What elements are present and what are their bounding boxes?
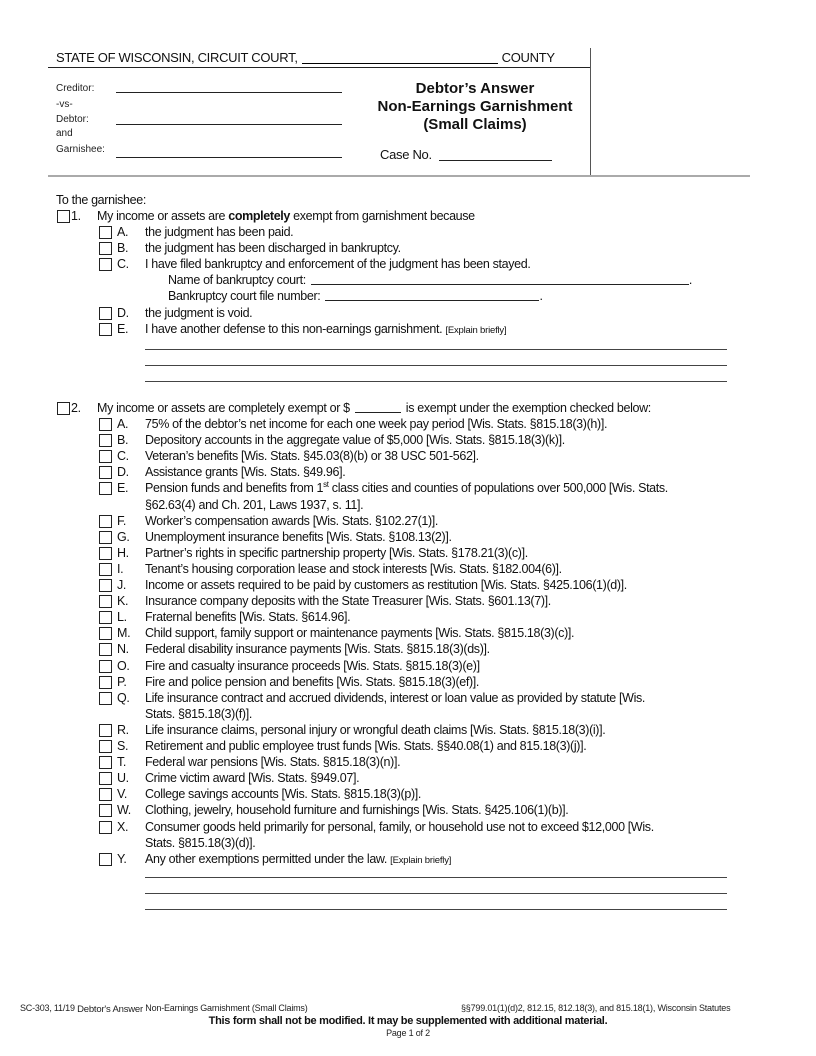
- item-text-main: the judgment has been discharged in bankruptcy.: [145, 241, 401, 256]
- item-text-main: College savings accounts [Wis. Stats. §815.18(3)(p)].: [145, 787, 422, 802]
- item-letter: C.: [117, 449, 129, 464]
- section2-text: [97, 400, 651, 416]
- item-letter: Q.: [117, 690, 130, 705]
- explain-line[interactable]: [145, 365, 727, 366]
- item-text: [145, 432, 565, 448]
- item-checkbox[interactable]: [99, 563, 112, 576]
- explain-note: [Explain briefly]: [445, 324, 507, 336]
- item-letter: W.: [117, 803, 131, 818]
- form-title-line2: Non-Earnings Garnishment: [377, 98, 573, 115]
- item-text: [145, 851, 451, 869]
- item-letter: I.: [117, 561, 124, 576]
- item-checkbox[interactable]: [99, 660, 112, 673]
- county-field[interactable]: [302, 63, 498, 64]
- item-text-main: Clothing, jewelry, household furniture and furnishings [Wis. Stats. §425.106(1)(b)].: [145, 803, 569, 818]
- court-prefix: STATE OF WISCONSIN, CIRCUIT COURT,: [56, 50, 298, 65]
- item-text: [145, 448, 479, 464]
- form-title: [350, 80, 600, 134]
- bankruptcy-file-number: Bankruptcy court file number: .: [168, 289, 543, 304]
- item-checkbox[interactable]: [99, 627, 112, 640]
- form-title-line3: (Small Claims): [423, 116, 527, 133]
- item-text-main: Life insurance contract and accrued dividends, interest or loan value as provided by statute [Wis.: [145, 690, 646, 705]
- vs-label: -vs-: [56, 99, 73, 110]
- bankruptcy-court-label: Name of bankruptcy court:: [168, 273, 306, 288]
- item-checkbox[interactable]: [99, 676, 112, 689]
- section1-number: 1.: [71, 209, 81, 223]
- item-text-main: Unemployment insurance benefits [Wis. Stats. §108.13(2)].: [145, 529, 452, 544]
- item-text: [145, 321, 506, 339]
- item-text: [145, 802, 568, 818]
- bankruptcy-file-label: Bankruptcy court file number:: [168, 289, 321, 304]
- item-text: [145, 770, 359, 786]
- item-checkbox[interactable]: [99, 547, 112, 560]
- explain-line[interactable]: [145, 877, 727, 878]
- item-text-main: Retirement and public employee trust funds [Wis. Stats. §§40.08(1) and 815.18(3)(j)].: [145, 739, 587, 753]
- item-text-main: Crime victim award [Wis. Stats. §949.07].: [145, 771, 360, 786]
- item-checkbox[interactable]: [99, 482, 112, 495]
- item-letter: G.: [117, 529, 130, 544]
- section1-checkbox[interactable]: [57, 210, 70, 223]
- item-letter: E.: [117, 321, 129, 336]
- item-text-main: I have filed bankruptcy and enforcement of the judgment has been stayed.: [145, 257, 531, 272]
- item-checkbox[interactable]: [99, 788, 112, 801]
- creditor-field[interactable]: [116, 92, 342, 93]
- item-text: [145, 593, 551, 609]
- item-text: [145, 529, 452, 545]
- footer-statutes: §§799.01(1)(d)2, 812.15, 812.18(3), and 815.18(1), Wisconsin Statutes: [461, 1003, 731, 1013]
- item-checkbox[interactable]: [99, 724, 112, 737]
- item-letter: Y.: [117, 851, 127, 866]
- intro-text: To the garnishee:: [56, 193, 146, 207]
- item-letter: U.: [117, 771, 129, 786]
- item-text-main: Income or assets required to be paid by customers as restitution [Wis. Stats. §425.106(1)(d)].: [145, 578, 627, 592]
- item-text: [145, 722, 605, 738]
- item-checkbox[interactable]: [99, 595, 112, 608]
- item-text: [145, 464, 345, 480]
- county-label: COUNTY: [501, 50, 555, 65]
- item-text-continued: Stats. §815.18(3)(d)].: [145, 835, 256, 850]
- item-letter: F.: [117, 513, 127, 528]
- item-text-continued: Stats. §815.18(3)(f)].: [145, 706, 252, 721]
- item-text-main: Insurance company deposits with the State Treasurer [Wis. Stats. §601.13(7)].: [145, 594, 551, 609]
- item-text-main: Consumer goods held primarily for personal, family, or household use not to exceed $12,000 [Wis.: [145, 819, 654, 834]
- item-text-main: I have another defense to this non-earnings garnishment.: [145, 321, 443, 336]
- item-letter: B.: [117, 241, 129, 256]
- debtor-field[interactable]: [116, 124, 342, 125]
- item-text: [145, 545, 528, 561]
- item-letter: A.: [117, 225, 129, 239]
- item-text-main: Fire and police pension and benefits [Wis. Stats. §815.18(3)(ef)].: [145, 674, 480, 689]
- item-checkbox[interactable]: [99, 258, 112, 271]
- item-text-main: Life insurance claims, personal injury or wrongful death claims [Wis. Stats. §815.18(3)(i)].: [145, 722, 606, 737]
- item-letter: V.: [117, 787, 127, 802]
- item-text-main: 75% of the debtor’s net income for each one week pay period [Wis. Stats. §815.18(3)(h)].: [145, 417, 608, 431]
- and-label: and: [56, 128, 73, 139]
- bankruptcy-court-field[interactable]: [311, 272, 689, 285]
- item-checkbox[interactable]: [99, 531, 112, 544]
- item-text-main: Federal disability insurance payments [Wis. Stats. §815.18(3)(ds)].: [145, 642, 490, 657]
- item-letter: X.: [117, 819, 129, 834]
- item-checkbox[interactable]: [99, 821, 112, 834]
- item-checkbox[interactable]: [99, 450, 112, 463]
- item-letter: T.: [117, 755, 127, 770]
- section2-text-before: My income or assets are completely exempt or $: [97, 401, 350, 415]
- item-text: [145, 256, 530, 272]
- item-text-main: the judgment is void.: [145, 305, 253, 320]
- footer-notice: This form shall not be modified. It may be supplemented with additional material.: [208, 1015, 608, 1027]
- item-text-main: Child support, family support or maintenance payments [Wis. Stats. §815.18(3)(c)].: [145, 626, 575, 641]
- item-checkbox[interactable]: [99, 692, 112, 705]
- item-text: [145, 224, 293, 240]
- item-text: [145, 754, 400, 770]
- item-text-main: Federal war pensions [Wis. Stats. §815.18(3)(n)].: [145, 755, 401, 770]
- item-text: [145, 819, 654, 835]
- item-text: [145, 561, 562, 577]
- exempt-amount-field[interactable]: [355, 400, 401, 413]
- explain-line[interactable]: [145, 381, 727, 382]
- item-text-main: Depository accounts in the aggregate value of $5,000 [Wis. Stats. §815.18(3)(k)].: [145, 433, 565, 448]
- case-number-field[interactable]: [439, 160, 552, 161]
- item-checkbox[interactable]: [99, 418, 112, 431]
- item-letter: D.: [117, 465, 129, 480]
- garnishee-field[interactable]: [116, 157, 342, 158]
- item-text: Pension funds and benefits from 1st class cities and counties of populations over 500,000 [Wis. Stats.: [145, 480, 668, 496]
- item-text: [145, 240, 401, 256]
- item-text: [145, 674, 479, 690]
- item-text: [145, 513, 438, 529]
- item-checkbox[interactable]: [99, 611, 112, 624]
- item-text-main: Veteran’s benefits [Wis. Stats. §45.03(8)(b) or 38 USC 501-562].: [145, 449, 479, 464]
- form-title-line1: Debtor’s Answer: [415, 80, 535, 97]
- explain-line[interactable]: [145, 893, 727, 894]
- explain-note: [Explain briefly]: [390, 854, 452, 866]
- section1-text: My income or assets are completely exempt from garnishment because: [97, 209, 475, 223]
- item-checkbox[interactable]: [99, 434, 112, 447]
- item-checkbox[interactable]: [99, 772, 112, 785]
- item-text: [145, 416, 607, 432]
- item-checkbox[interactable]: [99, 804, 112, 817]
- section2-text-after: is exempt under the exemption checked below:: [405, 401, 651, 415]
- item-letter: H.: [117, 545, 129, 560]
- item-text: [145, 641, 490, 657]
- item-checkbox[interactable]: [99, 853, 112, 866]
- item-text-main: Assistance grants [Wis. Stats. §49.96].: [145, 465, 346, 480]
- footer-form-id: SC-303, 11/19 Debtor's Answer Non-Earnings Garnishment (Small Claims): [20, 1003, 308, 1015]
- case-number-label: Case No.: [380, 147, 432, 162]
- item-text: [145, 609, 350, 625]
- item-text: [145, 305, 252, 321]
- item-letter: E.: [117, 481, 129, 496]
- item-text-main: Partner’s rights in specific partnership property [Wis. Stats. §178.21(3)(c)].: [145, 545, 528, 560]
- item-checkbox[interactable]: [99, 515, 112, 528]
- item-text: [145, 577, 627, 593]
- item-text-main: Fraternal benefits [Wis. Stats. §614.96].: [145, 610, 351, 625]
- item-checkbox[interactable]: [99, 323, 112, 336]
- footer-page: Page 1 of 2: [386, 1028, 430, 1038]
- item-checkbox[interactable]: [99, 643, 112, 656]
- bankruptcy-court-name: Name of bankruptcy court: .: [168, 273, 692, 288]
- item-text: [145, 738, 586, 754]
- item-text-main: Any other exemptions permitted under the law.: [145, 851, 388, 866]
- section2-checkbox[interactable]: [57, 402, 70, 415]
- explain-line[interactable]: [145, 349, 727, 350]
- item-letter: S.: [117, 739, 129, 753]
- item-checkbox[interactable]: [99, 242, 112, 255]
- garnishee-label: Garnishee:: [56, 144, 105, 155]
- item-letter: D.: [117, 305, 129, 320]
- item-text: [145, 625, 574, 641]
- item-text: [145, 786, 421, 802]
- item-letter: P.: [117, 674, 127, 689]
- creditor-label: Creditor:: [56, 83, 95, 94]
- item-letter: C.: [117, 257, 129, 272]
- item-checkbox[interactable]: [99, 740, 112, 753]
- item-letter: K.: [117, 594, 129, 609]
- debtor-label: Debtor:: [56, 114, 89, 125]
- header-divider: [48, 67, 590, 68]
- item-checkbox[interactable]: [99, 226, 112, 239]
- item-checkbox[interactable]: [99, 579, 112, 592]
- item-text-main: Fire and casualty insurance proceeds [Wis. Stats. §815.18(3)(e)]: [145, 658, 480, 673]
- item-letter: A.: [117, 417, 129, 431]
- item-letter: M.: [117, 626, 131, 641]
- item-letter: L.: [117, 610, 127, 625]
- item-checkbox[interactable]: [99, 756, 112, 769]
- case-number: [380, 147, 552, 162]
- item-letter: N.: [117, 642, 129, 657]
- item-letter: B.: [117, 433, 129, 448]
- item-text: [145, 690, 645, 706]
- section2-number: 2.: [71, 401, 81, 415]
- item-text-main: Tenant’s housing corporation lease and stock interests [Wis. Stats. §182.004(6)].: [145, 561, 562, 576]
- item-letter: J.: [117, 578, 127, 592]
- item-letter: O.: [117, 658, 130, 673]
- court-heading: [56, 50, 555, 65]
- item-checkbox[interactable]: [99, 307, 112, 320]
- item-text-main: Worker’s compensation awards [Wis. Stats. §102.27(1)].: [145, 513, 439, 528]
- item-letter: R.: [117, 722, 129, 737]
- header-bottom-rule: [48, 175, 750, 177]
- item-checkbox[interactable]: [99, 466, 112, 479]
- bankruptcy-file-field[interactable]: [325, 288, 539, 301]
- item-text-main: the judgment has been paid.: [145, 225, 294, 239]
- item-text-continued: §62.63(4) and Ch. 201, Laws 1937, s. 11].: [145, 497, 364, 512]
- explain-line[interactable]: [145, 909, 727, 910]
- item-text: [145, 658, 480, 674]
